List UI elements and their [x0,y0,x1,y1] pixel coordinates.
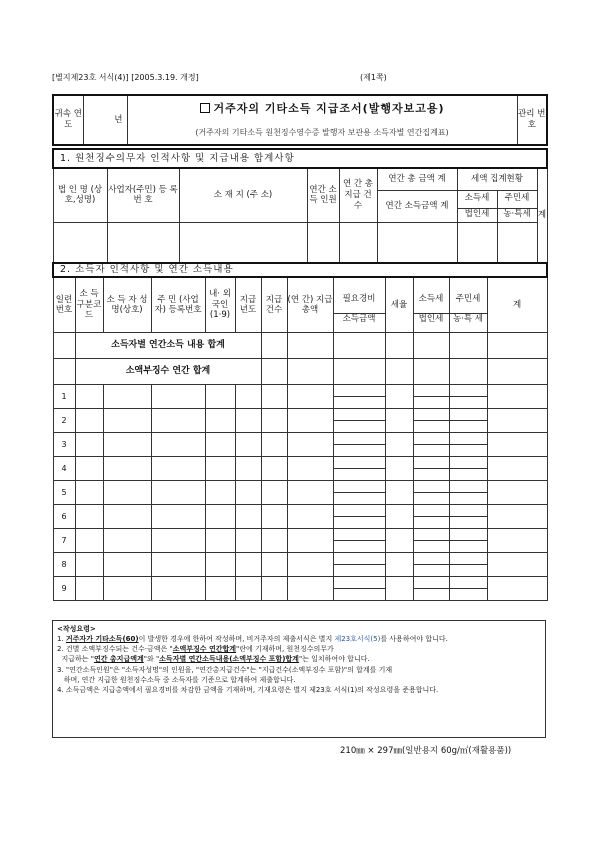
val-resident-tax[interactable] [497,222,537,262]
h-annual-count: 연 간 총지급 건 수 [339,168,377,222]
checkbox-icon [200,103,210,113]
table-cell[interactable] [333,529,385,553]
year-unit: 년 [83,95,127,145]
table-cell[interactable] [151,409,205,433]
table-cell[interactable] [261,529,287,553]
table-cell[interactable] [385,385,413,409]
table-row [53,529,547,553]
h-income-tax: 소득세 법인세 [413,277,449,333]
h-total-amount: 연간 총 금액 계 [377,168,457,190]
surtax-row-label: 소액부징수 연간 합계 [75,359,261,385]
table-cell[interactable] [487,481,547,505]
h-resident-tax: 주민세 농·특 세 [449,277,487,333]
table-cell[interactable] [413,433,449,457]
table-row [53,457,547,481]
h-id-number: 주 민 (사업자) 등록번호 [151,277,205,333]
table-cell[interactable] [205,577,235,601]
table-cell[interactable] [287,457,333,481]
table-cell[interactable] [235,433,261,457]
table-cell[interactable] [103,409,151,433]
table-cell[interactable] [287,505,333,529]
table-cell[interactable] [75,577,103,601]
table-cell[interactable] [151,481,205,505]
table-cell[interactable] [487,385,547,409]
table-cell[interactable] [205,505,235,529]
row-number: 1 [53,385,75,409]
title-box [52,94,548,146]
page-number: (제1쪽) [360,73,387,82]
table-cell[interactable] [449,385,487,409]
table-row [53,577,547,601]
table-cell[interactable] [205,457,235,481]
table-cell[interactable] [385,457,413,481]
table-cell[interactable] [235,409,261,433]
table-cell[interactable] [413,409,449,433]
table-cell[interactable] [413,577,449,601]
note-2: 2. 건별 소액부징수되는 건수·금액은 "소액부징수 연간합계"란에 기재하며, 원천징수의무가 지급하는 "연간 총지급액계"와 "소득자별 연간소득내용(소액부징수 포함)합계"는 일치하여야 합니다. [57,645,370,664]
table-cell[interactable] [261,433,287,457]
table-cell[interactable] [385,577,413,601]
table-cell[interactable] [151,457,205,481]
table-cell[interactable] [413,457,449,481]
h-total-income: 연간 소득금액 계 [377,190,457,222]
h-serial: 일련 번호 [53,277,75,333]
table-cell[interactable] [103,529,151,553]
table-cell[interactable] [205,529,235,553]
table-cell[interactable] [235,385,261,409]
sum-amount[interactable] [333,333,385,359]
mgmt-label: 관리 번호 [517,95,547,145]
table-cell[interactable] [333,505,385,529]
table-cell[interactable] [413,385,449,409]
sum-row-label: 소득자별 연간소득 내용 합계 [75,333,261,359]
row-number: 5 [53,481,75,505]
table-row [53,433,547,457]
table-cell[interactable] [151,385,205,409]
table-row [53,553,547,577]
table-cell[interactable] [151,505,205,529]
form-23-5-link[interactable]: 제23호서식(5) [334,635,381,644]
table-cell[interactable] [103,433,151,457]
year-label: 귀속 연도 [53,95,83,145]
note-4: 4. 소득금액은 지급총액에서 필요경비를 차감한 금액을 기재하며, 기재요령은 별지 제23호 서식(1)의 작성요령을 준용합니다. [57,685,439,694]
table-cell[interactable] [287,409,333,433]
row-number: 2 [53,409,75,433]
table-cell[interactable] [487,505,547,529]
table-cell[interactable] [287,529,333,553]
form-title: 거주자의 기타소득 지급조서(발행자보고용) [127,95,517,122]
table-cell[interactable] [487,553,547,577]
table-cell[interactable] [287,433,333,457]
table-cell[interactable] [487,433,547,457]
table-cell[interactable] [333,481,385,505]
val-corp-name[interactable] [53,222,107,262]
surtax-amount[interactable] [333,359,385,385]
table-cell[interactable] [385,481,413,505]
table-cell[interactable] [261,385,287,409]
table-cell[interactable] [235,457,261,481]
section2-table [52,262,548,601]
table-row [53,505,547,529]
note-3: 3. "연간소득인원"은 "소득자성명"의 인원을, "연간총지급건수"는 "지급건수(소액부징수 포함)"의 합계를 기재 하며, 연간 지급한 원천징수소득 중 소득자를 기준으로 합계하여 제출합니다. [57,665,393,684]
table-cell[interactable] [449,433,487,457]
h-sum2: 계 [487,277,547,333]
table-cell[interactable] [487,529,547,553]
table-cell[interactable] [235,481,261,505]
note-1: 1. 거주자가 기타소득(60)이 발생한 경우에 한하여 작성하며, 비거주자의 제출서식은 별지 제23호서식(5)를 사용하여야 합니다. [57,635,448,644]
table-cell[interactable] [75,505,103,529]
h-rate: 세율 [385,277,413,333]
table-cell[interactable] [385,409,413,433]
table-cell[interactable] [261,481,287,505]
table-cell[interactable] [235,529,261,553]
table-cell[interactable] [75,385,103,409]
table-cell[interactable] [235,553,261,577]
table-cell[interactable] [413,529,449,553]
table-row [53,409,547,433]
h-pay-amount: (연 간) 지급총액 [287,277,333,333]
table-cell[interactable] [151,577,205,601]
table-cell[interactable] [487,577,547,601]
table-cell[interactable] [413,505,449,529]
table-cell[interactable] [75,529,103,553]
table-cell[interactable] [205,433,235,457]
table-cell[interactable] [333,577,385,601]
row-number: 9 [53,577,75,601]
table-row [53,385,547,409]
table-cell[interactable] [287,553,333,577]
table-cell[interactable] [385,529,413,553]
table-cell[interactable] [103,505,151,529]
table-cell[interactable] [75,433,103,457]
table-cell[interactable] [103,553,151,577]
table-cell[interactable] [261,505,287,529]
h-tax-summary: 세액 집계현황 [457,168,537,190]
table-cell[interactable] [103,385,151,409]
row-number: 3 [53,433,75,457]
table-cell[interactable] [333,385,385,409]
table-cell[interactable] [385,505,413,529]
table-cell[interactable] [103,457,151,481]
h-sum: 계 [537,168,547,262]
table-cell[interactable] [385,433,413,457]
instructions [52,620,546,738]
table-cell[interactable] [449,529,487,553]
row-number: 6 [53,505,75,529]
table-cell[interactable] [75,409,103,433]
h-expense-income: 필요경비 소득금액 [333,277,385,333]
form-subtitle: (거주자의 기타소득 원천징수영수증 발행자 보관용 소득자별 연간집계표) [127,122,517,145]
section2-title: 2. 소득자 인적사항 및 연간 소득내용 [53,263,547,277]
val-annual-count[interactable] [339,222,377,262]
notes-title: <작성요령> [57,625,96,633]
row-number: 7 [53,529,75,553]
h-pay-year: 지급 년도 [235,277,261,333]
table-cell[interactable] [487,409,547,433]
h-foreign: 내· 외국인 (1·9) [205,277,235,333]
table-cell[interactable] [151,433,205,457]
table-cell[interactable] [449,457,487,481]
table-cell[interactable] [261,409,287,433]
table-cell[interactable] [333,433,385,457]
section1-title: 1. 원천징수의무자 인적사항 및 지급내용 합계사항 [53,149,547,168]
table-cell[interactable] [287,577,333,601]
table-cell[interactable] [205,481,235,505]
h-corp-name: 법 인 명 (상호,성명) [53,168,107,222]
table-cell[interactable] [385,553,413,577]
table-cell[interactable] [449,553,487,577]
table-cell[interactable] [205,385,235,409]
table-cell[interactable] [449,409,487,433]
h-biz-no: 사업자(주민) 등 록 번 호 [107,168,179,222]
row-number: 4 [53,457,75,481]
table-cell[interactable] [75,553,103,577]
table-cell[interactable] [413,481,449,505]
h-address: 소 재 지 (주 소) [179,168,307,222]
table-cell[interactable] [287,481,333,505]
table-cell[interactable] [287,385,333,409]
table-cell[interactable] [261,577,287,601]
h-type-code: 소 득 구분코 드 [75,277,103,333]
table-cell[interactable] [449,505,487,529]
h-annual-people: 연간 소득 인원 [307,168,339,222]
section1-table [52,148,548,263]
val-annual-people[interactable] [307,222,339,262]
table-cell[interactable] [333,409,385,433]
table-cell[interactable] [449,481,487,505]
h-income-tax-1: 소득세 법인세 [457,190,497,222]
table-cell[interactable] [205,409,235,433]
table-cell[interactable] [103,481,151,505]
table-cell[interactable] [449,577,487,601]
table-cell[interactable] [151,553,205,577]
val-income-tax[interactable] [457,222,497,262]
table-cell[interactable] [151,529,205,553]
table-cell[interactable] [261,553,287,577]
val-total-amount[interactable] [377,222,457,262]
val-biz-no[interactable] [107,222,179,262]
table-cell[interactable] [333,553,385,577]
table-cell[interactable] [205,553,235,577]
table-cell[interactable] [103,577,151,601]
table-cell[interactable] [235,577,261,601]
table-cell[interactable] [261,457,287,481]
form-id: [별지제23호 서식(4)] [2005.3.19. 개정] [52,73,199,82]
table-cell[interactable] [235,505,261,529]
table-cell[interactable] [75,481,103,505]
h-earner-name: 소 득 자 성명(상호) [103,277,151,333]
row-number: 8 [53,553,75,577]
table-cell[interactable] [413,553,449,577]
table-cell[interactable] [333,457,385,481]
val-address[interactable] [179,222,307,262]
table-row [53,481,547,505]
paper-spec: 210㎜ × 297㎜(일반용지 60g/㎡(재활용품)) [340,746,512,756]
table-cell[interactable] [75,457,103,481]
h-pay-count: 지급 건수 [261,277,287,333]
h-resident-tax-1: 주민세 농·특세 [497,190,537,222]
table-cell[interactable] [487,457,547,481]
